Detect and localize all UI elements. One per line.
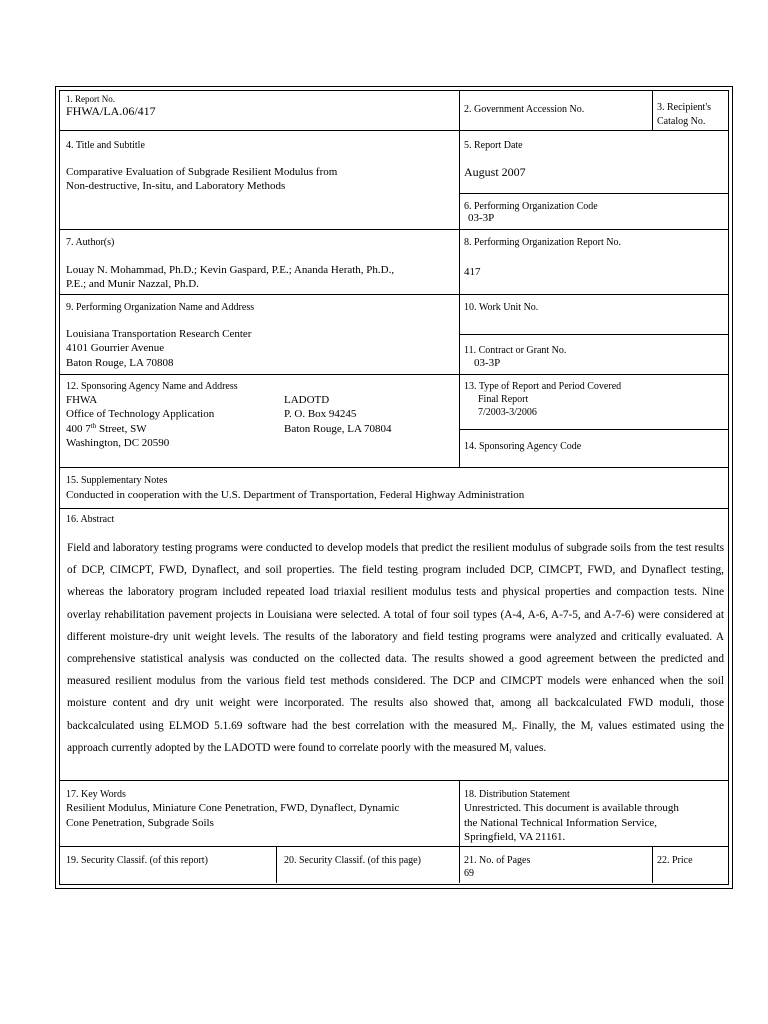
performing-org-code-label: 6. Performing Organization Code: [464, 201, 598, 212]
government-accession-label: 2. Government Accession No.: [464, 104, 585, 115]
abstract-label: 16. Abstract: [66, 514, 115, 525]
number-of-pages-label: 21. No. of Pages: [464, 855, 531, 866]
row-divider: [59, 229, 728, 230]
performing-org-code-value: 03-3P: [468, 212, 495, 224]
row-divider: [59, 374, 728, 375]
distribution-statement-line3: Springfield, VA 21161.: [464, 831, 566, 843]
key-words-line2: Cone Penetration, Subgrade Soils: [66, 817, 214, 829]
distribution-statement-label: 18. Distribution Statement: [464, 789, 570, 800]
row-divider: [59, 294, 728, 295]
report-no-label: 1. Report No.: [66, 94, 115, 104]
report-type-label: 13. Type of Report and Period Covered: [464, 381, 622, 392]
supplementary-notes-label: 15. Supplementary Notes: [66, 475, 168, 486]
contract-grant-label: 11. Contract or Grant No.: [464, 345, 567, 356]
column-divider: [652, 846, 653, 883]
security-classif-report-label: 19. Security Classif. (of this report): [66, 855, 208, 866]
row-divider: [459, 193, 728, 194]
sponsor-ladotd-city: Baton Rouge, LA 70804: [284, 423, 392, 435]
report-date-label: 5. Report Date: [464, 140, 523, 151]
row-divider: [59, 508, 728, 509]
price-label: 22. Price: [657, 855, 693, 866]
performing-org-address-line2: 4101 Gourrier Avenue: [66, 342, 165, 354]
performing-org-name-label: 9. Performing Organization Name and Address: [66, 302, 255, 313]
work-unit-label: 10. Work Unit No.: [464, 302, 539, 313]
column-divider: [652, 90, 653, 130]
recipients-catalog-label: 3. Recipient's: [657, 102, 712, 113]
report-period-value: 7/2003-3/2006: [478, 407, 537, 418]
sponsoring-agency-label: 12. Sponsoring Agency Name and Address: [66, 381, 238, 392]
supplementary-notes-value: Conducted in cooperation with the U.S. Department of Transportation, Federal Highway Administration: [66, 489, 525, 501]
row-divider: [459, 429, 728, 430]
recipients-catalog-label-line2: Catalog No.: [657, 116, 706, 127]
report-date-value: August 2007: [464, 165, 526, 179]
sponsor-office: Office of Technology Application: [66, 408, 215, 420]
row-divider: [459, 334, 728, 335]
title-subtitle-label: 4. Title and Subtitle: [66, 140, 145, 151]
column-divider: [459, 90, 460, 467]
report-type-value: Final Report: [478, 394, 529, 405]
report-no-value: FHWA/LA.06/417: [66, 104, 156, 118]
performing-org-report-value: 417: [464, 266, 481, 278]
sponsor-city: Washington, DC 20590: [66, 437, 170, 449]
sponsor-po-box: P. O. Box 94245: [284, 408, 357, 420]
row-divider: [59, 780, 728, 781]
authors-line2: P.E.; and Munir Nazzal, Ph.D.: [66, 278, 199, 290]
abstract-text: Field and laboratory testing programs were conducted to develop models that predict the resilient modulus of subgrade soils from the test results of DCP, CIMCPT, FWD, Dynaflect, and soil properties. The field testing program included DCP, CIMCPT, FWD, and Dynaflect testing, whereas the laboratory program included repeated load triaxial resilient modulus tests and physical properties and compaction tests. Nine overlay rehabilitation pavement projects in Louisiana were selected. A total of four soil types (A-4, A-6, A-7-5, and A-7-6) were considered at different moisture-dry unit weight levels. The results of the laboratory and field testing programs were analyzed and critically evaluated. A comprehensive statistical analysis was conducted on the collected data. The results showed a good agreement between the predicted and measured resilient modulus from the various field test methods considered. The DCP and CIMCPT models were enhanced when the soil moisture content and dry unit weight were incorporated. The results also showed that, among all backcalculated FWD moduli, those backcalculated using ELMOD 5.1.69 software had the best correlation with the measured $M_r$. Finally, the $M_r$ values estimated using the approach currently adopted by the LADOTD were found to correlate poorly with the measured $M_r$ values.: [67, 542, 724, 755]
key-words-label: 17. Key Words: [66, 789, 126, 800]
authors-label: 7. Author(s): [66, 237, 115, 248]
column-divider: [459, 780, 460, 883]
inner-frame: [59, 90, 729, 885]
row-divider: [59, 467, 728, 468]
sponsor-ladotd: LADOTD: [284, 394, 330, 406]
sponsor-street: 400 7th Street, SW: [66, 422, 147, 435]
sponsor-fhwa: FHWA: [66, 394, 98, 406]
performing-org-address-line3: Baton Rouge, LA 70808: [66, 357, 174, 369]
performing-org-name-line1: Louisiana Transportation Research Center: [66, 328, 252, 340]
performing-org-report-label: 8. Performing Organization Report No.: [464, 237, 622, 248]
column-divider: [276, 846, 277, 883]
row-divider: [59, 846, 728, 847]
report-title-line2: Non-destructive, In-situ, and Laboratory Methods: [66, 180, 286, 192]
row-divider: [59, 130, 728, 131]
contract-grant-value: 03-3P: [474, 357, 501, 369]
distribution-statement-line2: the National Technical Information Service,: [464, 817, 657, 829]
authors-line1: Louay N. Mohammad, Ph.D.; Kevin Gaspard, P.E.; Ananda Herath, Ph.D.,: [66, 264, 395, 276]
report-title-line1: Comparative Evaluation of Subgrade Resilient Modulus from: [66, 166, 338, 178]
sponsoring-agency-code-label: 14. Sponsoring Agency Code: [464, 441, 582, 452]
key-words-line1: Resilient Modulus, Miniature Cone Penetration, FWD, Dynaflect, Dynamic: [66, 802, 400, 814]
security-classif-page-label: 20. Security Classif. (of this page): [284, 855, 421, 866]
distribution-statement-line1: Unrestricted. This document is available through: [464, 802, 679, 814]
number-of-pages-value: 69: [464, 868, 474, 879]
